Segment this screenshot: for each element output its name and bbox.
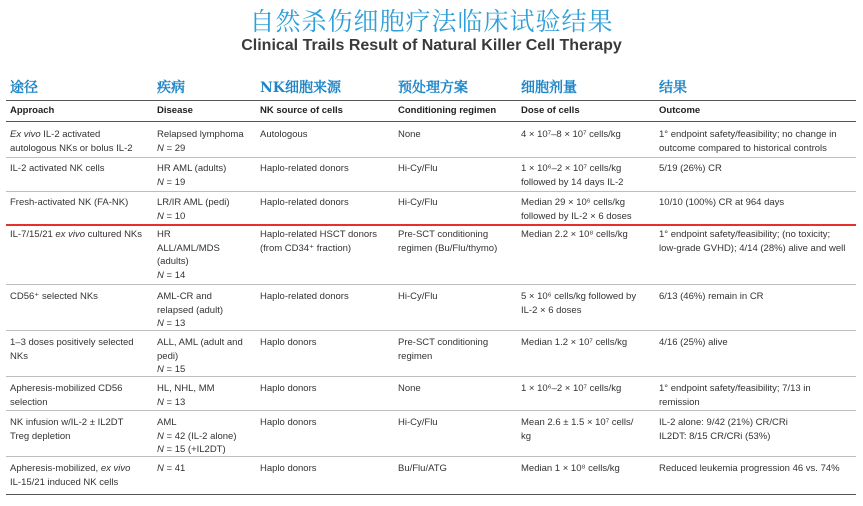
table-cell-conditioning (398, 290, 438, 304)
cell-line: None (398, 383, 421, 394)
table-cell-source (260, 462, 317, 476)
cell-line: outcome compared to historical controls (659, 142, 827, 154)
cell-line: Haplo-related donors (260, 291, 349, 302)
cell-line: HR (157, 229, 171, 240)
cell-line: Haplo-related HSCT donors (260, 229, 378, 240)
table-cell-source (260, 382, 317, 396)
table-cell-disease (157, 416, 237, 457)
cell-line: Haplo donors (260, 417, 317, 428)
row-divider (6, 456, 856, 457)
cell-line: N = 15 (157, 364, 186, 375)
cell-line: Hi-Cy/Flu (398, 291, 438, 302)
cell-line: IL-2 × 6 doses (521, 304, 582, 316)
cell-line: 1 × 10⁶–2 × 10⁷ cells/kg (521, 163, 622, 174)
cell-line: 4 × 10⁷–8 × 10⁷ cells/kg (521, 129, 621, 140)
cell-line: N = 13 (157, 396, 186, 408)
table-cell-dose (521, 416, 633, 443)
cell-line: Hi-Cy/Flu (398, 417, 438, 428)
cell-line: 4/16 (25%) alive (659, 337, 728, 348)
cell-line: IL-7/15/21 ex vivo cultured NKs (10, 229, 143, 240)
table-cell-approach (10, 228, 142, 242)
cell-line: Median 1.2 × 10⁷ cells/kg (521, 337, 628, 348)
cell-line: Median 1 × 10⁸ cells/kg (521, 463, 620, 474)
table-cell-conditioning (398, 462, 447, 476)
cell-line: Apheresis-mobilized, ex vivo (10, 463, 131, 474)
table-cell-approach (10, 462, 130, 489)
cell-line: Pre-SCT conditioning (398, 337, 489, 348)
table-cell-outcome (659, 462, 840, 476)
cell-line: AML (157, 417, 177, 428)
table-cell-conditioning (398, 128, 421, 142)
column-header-approach: Approach (10, 105, 55, 116)
cn-header-nk-source: NK细胞来源 (260, 80, 341, 96)
table-cell-outcome (659, 128, 837, 155)
row-divider (6, 157, 856, 158)
cell-line: Bu/Flu/ATG (398, 463, 447, 474)
cell-line: low-grade GVHD); 4/14 (28%) alive and well (659, 242, 846, 254)
cell-line: Relapsed lymphoma (157, 129, 244, 140)
table-cell-disease (157, 228, 220, 282)
table-cell-source (260, 336, 317, 350)
table-cell-dose (521, 462, 620, 476)
cell-line: remission (659, 396, 700, 408)
cell-line: relapsed (adult) (157, 304, 224, 316)
table-cell-conditioning (398, 162, 438, 176)
row-divider (6, 191, 856, 192)
table-cell-dose (521, 382, 621, 396)
table-cell-dose (521, 228, 628, 242)
table-cell-source (260, 290, 349, 304)
column-header-nk-source: NK source of cells (260, 105, 343, 116)
table-cell-disease (157, 290, 223, 331)
cell-line: HL, NHL, MM (157, 383, 215, 394)
table-cell-approach (10, 196, 128, 210)
cell-line: 1° endpoint safety/feasibility; no change in (659, 129, 837, 140)
cell-line: Autologous (260, 129, 308, 140)
cell-line: regimen (Bu/Flu/thymo) (398, 242, 498, 254)
table-cell-disease (157, 382, 215, 409)
cell-line: 5 × 10⁶ cells/kg followed by (521, 291, 637, 302)
cn-header-approach: 途径 (10, 80, 38, 96)
table-cell-dose (521, 162, 623, 189)
table-cell-conditioning (398, 382, 421, 396)
table-cell-dose (521, 290, 636, 317)
cell-line: N = 15 (+IL2DT) (157, 444, 226, 455)
cell-line: N = 19 (157, 176, 186, 188)
row-divider (6, 410, 856, 411)
cell-line: ALL, AML (adult and (157, 337, 243, 348)
cell-line: Haplo donors (260, 463, 317, 474)
table-cell-source (260, 128, 308, 142)
table-cell-approach (10, 416, 123, 443)
column-header-dose: Dose of cells (521, 105, 580, 116)
cell-line: None (398, 129, 421, 140)
cell-line: Fresh-activated NK (FA-NK) (10, 197, 129, 208)
table-cell-disease (157, 462, 185, 476)
cell-line: Median 29 × 10⁶ cells/kg (521, 197, 625, 208)
cell-line: 6/13 (46%) remain in CR (659, 291, 764, 302)
cell-line: pedi) (157, 350, 179, 362)
table-cell-approach (10, 336, 134, 363)
cell-line: IL2DT: 8/15 CR/CRi (53%) (659, 430, 771, 442)
cell-line: Hi-Cy/Flu (398, 163, 438, 174)
table-cell-outcome (659, 196, 784, 210)
cell-line: followed by IL-2 × 6 doses (521, 210, 632, 222)
column-header-conditioning: Conditioning regimen (398, 105, 497, 116)
page-title-chinese: 自然杀伤细胞疗法临床试验结果 (249, 7, 614, 36)
table-cell-source (260, 416, 317, 430)
table-cell-dose (521, 336, 627, 350)
cn-header-outcome: 结果 (659, 80, 687, 96)
table-cell-disease (157, 162, 226, 189)
cell-line: Median 2.2 × 10⁸ cells/kg (521, 229, 628, 240)
cell-line: N = 13 (157, 318, 186, 329)
table-cell-disease (157, 128, 244, 155)
cell-line: 1° endpoint safety/feasibility; 7/13 in (659, 383, 811, 394)
table-cell-outcome (659, 382, 811, 409)
cell-line: (from CD34⁺ fraction) (260, 242, 352, 254)
cell-line: N = 42 (IL-2 alone) (157, 430, 237, 442)
column-header-disease: Disease (157, 105, 193, 116)
cell-line: 1 × 10⁶–2 × 10⁷ cells/kg (521, 383, 622, 394)
table-cell-conditioning (398, 416, 438, 430)
cell-line: Ex vivo IL-2 activated (10, 129, 101, 140)
table-cell-conditioning (398, 196, 438, 210)
cell-line: kg (521, 430, 532, 442)
table-cell-disease (157, 336, 243, 377)
table-cell-approach (10, 290, 98, 304)
table-cell-conditioning (398, 228, 497, 255)
cell-line: N = 29 (157, 142, 186, 154)
cell-line: N = 14 (157, 269, 186, 281)
table-cell-source (260, 196, 349, 210)
table-cell-outcome (659, 162, 722, 176)
cell-line: LR/IR AML (pedi) (157, 197, 230, 208)
cell-line: Haplo-related donors (260, 197, 349, 208)
table-cell-outcome (659, 416, 788, 443)
cell-line: AML-CR and (157, 291, 212, 302)
cell-line: autologous NKs or bolus IL-2 (10, 142, 133, 154)
cell-line: N = 41 (157, 463, 186, 474)
cell-line: IL-2 activated NK cells (10, 163, 105, 174)
cell-line: 1–3 doses positively selected (10, 337, 134, 348)
table-cell-source (260, 228, 377, 255)
row-divider (6, 284, 856, 285)
cell-line: Mean 2.6 ± 1.5 × 10⁷ cells/ (521, 417, 634, 428)
cell-line: IL-2 alone: 9/42 (21%) CR/CRi (659, 417, 788, 428)
cell-line: Pre-SCT conditioning (398, 229, 489, 240)
cell-line: NK infusion w/IL-2 ± IL2DT (10, 417, 124, 428)
cell-line: Haplo donors (260, 337, 317, 348)
cell-line: 10/10 (100%) CR at 964 days (659, 197, 785, 208)
cell-line: followed by 14 days IL-2 (521, 176, 624, 188)
cell-line: IL-15/21 induced NK cells (10, 476, 119, 488)
cell-line: regimen (398, 350, 433, 362)
cn-header-dose: 细胞剂量 (521, 80, 577, 96)
table-cell-approach (10, 382, 122, 409)
cell-line: CD56⁺ selected NKs (10, 291, 98, 302)
cell-line: 1° endpoint safety/feasibility; (no toxicity; (659, 229, 831, 240)
cell-line: Haplo-related donors (260, 163, 349, 174)
cell-line: (adults) (157, 256, 189, 267)
table-cell-conditioning (398, 336, 488, 363)
cell-line: selection (10, 396, 48, 408)
table-cell-dose (521, 128, 621, 142)
table-cell-outcome (659, 290, 764, 304)
row-divider (6, 330, 856, 331)
row-divider (6, 376, 856, 377)
cn-header-disease: 疾病 (157, 80, 185, 96)
red-highlight-divider (6, 224, 856, 226)
table-cell-disease (157, 196, 230, 223)
cell-line: Apheresis-mobilized CD56 (10, 383, 123, 394)
cell-line: ALL/AML/MDS (157, 242, 220, 254)
cn-header-conditioning: 预处理方案 (398, 80, 468, 96)
cell-line: Reduced leukemia progression 46 vs. 74% (659, 463, 840, 474)
cell-line: N = 10 (157, 210, 186, 222)
cell-line: Treg depletion (10, 430, 71, 442)
table-top-rule (6, 100, 856, 101)
table-cell-approach (10, 162, 105, 176)
cell-line: Haplo donors (260, 383, 317, 394)
cell-line: NKs (10, 350, 28, 362)
cell-line: HR AML (adults) (157, 163, 227, 174)
cell-line: Hi-Cy/Flu (398, 197, 438, 208)
page-title-english: Clinical Trails Result of Natural Killer Cell Therapy (241, 37, 622, 54)
table-cell-approach (10, 128, 133, 155)
column-header-outcome: Outcome (659, 105, 701, 116)
cell-line: 5/19 (26%) CR (659, 163, 722, 174)
table-cell-dose (521, 196, 632, 223)
header-bottom-rule (6, 121, 856, 122)
table-cell-source (260, 162, 349, 176)
table-bottom-rule (6, 494, 856, 495)
table-cell-outcome (659, 336, 728, 350)
table-cell-outcome (659, 228, 845, 255)
